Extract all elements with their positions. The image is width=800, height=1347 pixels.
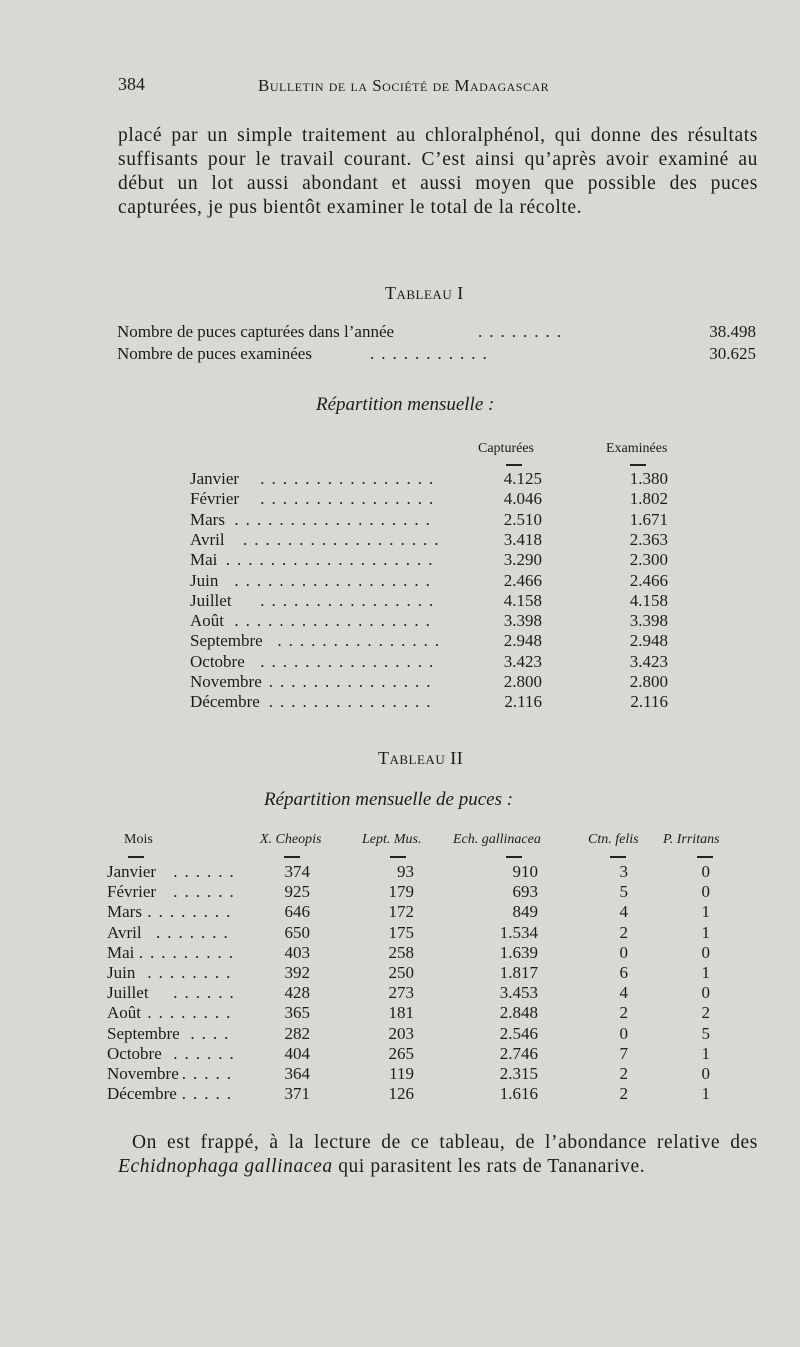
running-header: Bulletin de la Société de Madagascar [258, 76, 550, 95]
value-x-cheopis: 365 [284, 1003, 310, 1023]
value-x-cheopis: 404 [284, 1043, 310, 1063]
leader-dots: .................. [234, 611, 437, 631]
month-label: Juillet [190, 590, 232, 610]
table2-title: Tableau II [378, 748, 464, 768]
value-ech-gallinacea: 849 [512, 902, 538, 922]
leader-dots: ................ [260, 590, 441, 610]
value-capturees: 4.125 [503, 469, 542, 488]
leader-dots: ...... [173, 862, 241, 881]
value-p-irritans: 1 [701, 963, 710, 982]
table-row [0, 1003, 800, 1025]
table-row [0, 631, 800, 653]
divider [630, 464, 646, 466]
table-row [0, 510, 800, 532]
divider [506, 464, 522, 466]
table-row [0, 571, 800, 593]
divider [697, 856, 713, 858]
value-examinees: 3.423 [629, 651, 668, 671]
leader-dots: ..... [181, 1084, 239, 1104]
month-label: Avril [107, 922, 142, 942]
leader-dots: ........ [147, 1003, 238, 1023]
leader-dots: ........ [147, 963, 238, 982]
page-number: 384 [118, 74, 145, 94]
table-row [0, 611, 800, 633]
value-examinees: 2.116 [630, 692, 668, 712]
value-lept-mus: 181 [388, 1003, 414, 1023]
table-row [0, 882, 800, 904]
value-ech-gallinacea: 1.616 [499, 1084, 538, 1104]
value-lept-mus: 172 [388, 902, 414, 922]
leader-dots: ........... [370, 344, 494, 363]
value-p-irritans: 0 [701, 942, 710, 962]
leader-dots: ............... [268, 692, 438, 712]
value-ech-gallinacea: 3.453 [499, 983, 538, 1003]
value-ctn-felis: 6 [619, 963, 628, 982]
month-label: Septembre [190, 631, 263, 651]
month-label: Juin [190, 570, 219, 590]
month-label: Décembre [190, 692, 260, 712]
leader-dots: ......... [138, 942, 241, 962]
value-capturees: 3.290 [503, 550, 542, 570]
leader-dots: .... [190, 1023, 236, 1043]
value-x-cheopis: 403 [284, 942, 310, 962]
table-row [0, 1044, 800, 1066]
leader-dots: .................. [243, 529, 446, 549]
value-p-irritans: 1 [701, 922, 710, 942]
table-row [0, 862, 800, 884]
value-ctn-felis: 2 [619, 922, 628, 942]
leader-dots: ....... [156, 922, 235, 942]
column-header-ech-gallinacea: Ech. gallinacea [453, 832, 541, 847]
value-p-irritans: 0 [701, 862, 710, 881]
leader-dots: ........ [147, 902, 238, 922]
value-lept-mus: 119 [389, 1064, 414, 1083]
value-examinees: 1.380 [629, 469, 668, 488]
table2-subtitle: Répartition mensuelle de puces : [264, 789, 514, 810]
table-row [0, 902, 800, 924]
table-row [0, 550, 800, 572]
value-capturees: 2.800 [503, 672, 542, 691]
value-ctn-felis: 3 [619, 862, 628, 881]
table-row [0, 591, 800, 613]
value-ctn-felis: 0 [619, 1023, 628, 1043]
value-examinees: 1.802 [629, 489, 668, 509]
column-header-ctn-felis: Ctn. felis [588, 832, 639, 847]
value-capturees: 3.423 [503, 651, 542, 671]
value-p-irritans: 2 [701, 1003, 710, 1023]
total-examined-value: 30.625 [709, 344, 756, 363]
column-header-x-cheopis: X. Cheopis [260, 832, 322, 847]
value-examinees: 2.800 [629, 672, 668, 691]
value-capturees: 2.116 [504, 692, 542, 712]
value-p-irritans: 0 [701, 1064, 710, 1083]
leader-dots: ...... [173, 882, 241, 902]
value-lept-mus: 175 [388, 922, 414, 942]
value-x-cheopis: 646 [284, 902, 310, 922]
month-label: Février [190, 489, 240, 509]
leader-dots: ................ [260, 469, 441, 488]
value-lept-mus: 258 [388, 942, 414, 962]
divider [128, 856, 144, 858]
table-row [0, 1024, 800, 1046]
month-label: Juin [107, 963, 136, 982]
value-x-cheopis: 392 [284, 963, 310, 982]
value-lept-mus: 203 [388, 1023, 414, 1043]
value-examinees: 2.300 [629, 550, 668, 570]
month-label: Mai [107, 942, 135, 962]
month-label: Septembre [107, 1023, 180, 1043]
value-ech-gallinacea: 2.746 [499, 1043, 538, 1063]
divider [390, 856, 406, 858]
month-label: Octobre [107, 1043, 162, 1063]
value-ctn-felis: 7 [619, 1043, 628, 1063]
value-p-irritans: 0 [701, 983, 710, 1003]
divider [506, 856, 522, 858]
value-ech-gallinacea: 1.817 [499, 963, 538, 982]
total-examined-label: Nombre de puces examinées [117, 344, 312, 363]
leader-dots: ...... [173, 983, 241, 1003]
month-label: Octobre [190, 651, 245, 671]
value-examinees: 2.948 [629, 631, 668, 651]
table-row [0, 652, 800, 674]
leader-dots: ..... [181, 1064, 239, 1083]
leader-dots: ................ [260, 489, 441, 509]
value-capturees: 4.158 [503, 590, 542, 610]
table-row [0, 489, 800, 511]
value-p-irritans: 1 [701, 1043, 710, 1063]
table-row [0, 469, 800, 491]
month-label: Août [190, 611, 224, 631]
column-header-examinees: Examinées [606, 441, 668, 456]
value-ctn-felis: 4 [619, 983, 628, 1003]
value-ech-gallinacea: 2.848 [499, 1003, 538, 1023]
value-ctn-felis: 5 [619, 882, 628, 902]
table-row [0, 983, 800, 1005]
value-ctn-felis: 2 [619, 1084, 628, 1104]
value-ech-gallinacea: 910 [512, 862, 538, 881]
table-row [0, 1084, 800, 1106]
month-label: Novembre [107, 1064, 179, 1083]
value-capturees: 3.418 [503, 529, 542, 549]
table-row [0, 943, 800, 965]
value-lept-mus: 93 [397, 862, 414, 881]
value-lept-mus: 250 [388, 963, 414, 982]
leader-dots: ................ [260, 651, 441, 671]
value-ctn-felis: 0 [619, 942, 628, 962]
value-x-cheopis: 428 [284, 983, 310, 1003]
table-row [0, 530, 800, 552]
value-examinees: 2.363 [629, 529, 668, 549]
value-ech-gallinacea: 1.639 [499, 942, 538, 962]
value-p-irritans: 1 [701, 902, 710, 922]
month-label: Août [107, 1003, 141, 1023]
value-capturees: 2.466 [503, 570, 542, 590]
species-name: Echidnophaga gallinacea [118, 1156, 333, 1177]
value-ech-gallinacea: 693 [512, 882, 538, 902]
value-p-irritans: 0 [701, 882, 710, 902]
value-capturees: 3.398 [503, 611, 542, 631]
total-captured-value: 38.498 [709, 322, 756, 341]
month-label: Avril [190, 529, 225, 549]
value-ech-gallinacea: 1.534 [499, 922, 538, 942]
leader-dots: ........ [478, 322, 568, 341]
value-ctn-felis: 4 [619, 902, 628, 922]
value-x-cheopis: 650 [284, 922, 310, 942]
table1-subtitle: Répartition mensuelle : [316, 394, 495, 415]
leader-dots: ................... [225, 550, 440, 570]
value-lept-mus: 126 [388, 1084, 414, 1104]
divider [610, 856, 626, 858]
month-label: Janvier [107, 862, 157, 881]
leader-dots: ...... [173, 1043, 241, 1063]
leader-dots: ............... [268, 672, 438, 691]
value-examinees: 4.158 [629, 590, 668, 610]
month-label: Mars [107, 902, 142, 922]
value-x-cheopis: 364 [284, 1064, 310, 1083]
month-label: Novembre [190, 672, 262, 691]
value-lept-mus: 179 [388, 882, 414, 902]
total-captured-label: Nombre de puces capturées dans l’année [117, 322, 395, 341]
leader-dots: .................. [234, 509, 437, 529]
table-row [0, 1064, 800, 1086]
value-ctn-felis: 2 [619, 1064, 628, 1083]
month-label: Janvier [190, 469, 240, 488]
table-row [0, 923, 800, 945]
table-row [0, 672, 800, 694]
column-header-p-irritans: P. Irritans [663, 832, 720, 847]
value-ctn-felis: 2 [619, 1003, 628, 1023]
column-header-lept-mus: Lept. Mus. [362, 832, 422, 847]
month-label: Mai [190, 550, 218, 570]
month-label: Décembre [107, 1084, 177, 1104]
month-label: Mars [190, 509, 225, 529]
value-capturees: 2.948 [503, 631, 542, 651]
value-examinees: 1.671 [629, 509, 668, 529]
value-lept-mus: 265 [388, 1043, 414, 1063]
leader-dots: ............... [277, 631, 447, 651]
month-label: Juillet [107, 983, 149, 1003]
value-ech-gallinacea: 2.546 [499, 1023, 538, 1043]
month-label: Février [107, 882, 157, 902]
value-lept-mus: 273 [388, 983, 414, 1003]
value-p-irritans: 5 [701, 1023, 710, 1043]
value-capturees: 4.046 [503, 489, 542, 509]
value-ech-gallinacea: 2.315 [499, 1064, 538, 1083]
column-header-mois: Mois [124, 832, 153, 847]
table1-title: Tableau I [385, 283, 464, 303]
value-examinees: 2.466 [629, 570, 668, 590]
value-x-cheopis: 282 [284, 1023, 310, 1043]
divider [284, 856, 300, 858]
value-examinees: 3.398 [629, 611, 668, 631]
value-x-cheopis: 371 [284, 1084, 310, 1104]
table-row [0, 963, 800, 985]
intro-paragraph: placé par un simple traitement au chloralphénol, qui donne des résultats suffisants pour le travail courant. C’est ainsi qu’après avoir examiné au début un lot aussi abondant et aussi moyen que possible des puces capturées, je pus bientôt examiner le total de la récolte. [118, 125, 758, 218]
column-header-capturees: Capturées [478, 441, 534, 456]
value-capturees: 2.510 [503, 509, 542, 529]
value-x-cheopis: 374 [284, 862, 310, 881]
table-row [0, 692, 800, 714]
leader-dots: .................. [234, 570, 437, 590]
closing-paragraph: On est frappé, à la lecture de ce tableau, de l’abondance relative des Echidnophaga gallinacea qui parasitent les rats de Tananarive. [118, 1132, 758, 1177]
value-p-irritans: 1 [701, 1084, 710, 1104]
value-x-cheopis: 925 [284, 882, 310, 902]
